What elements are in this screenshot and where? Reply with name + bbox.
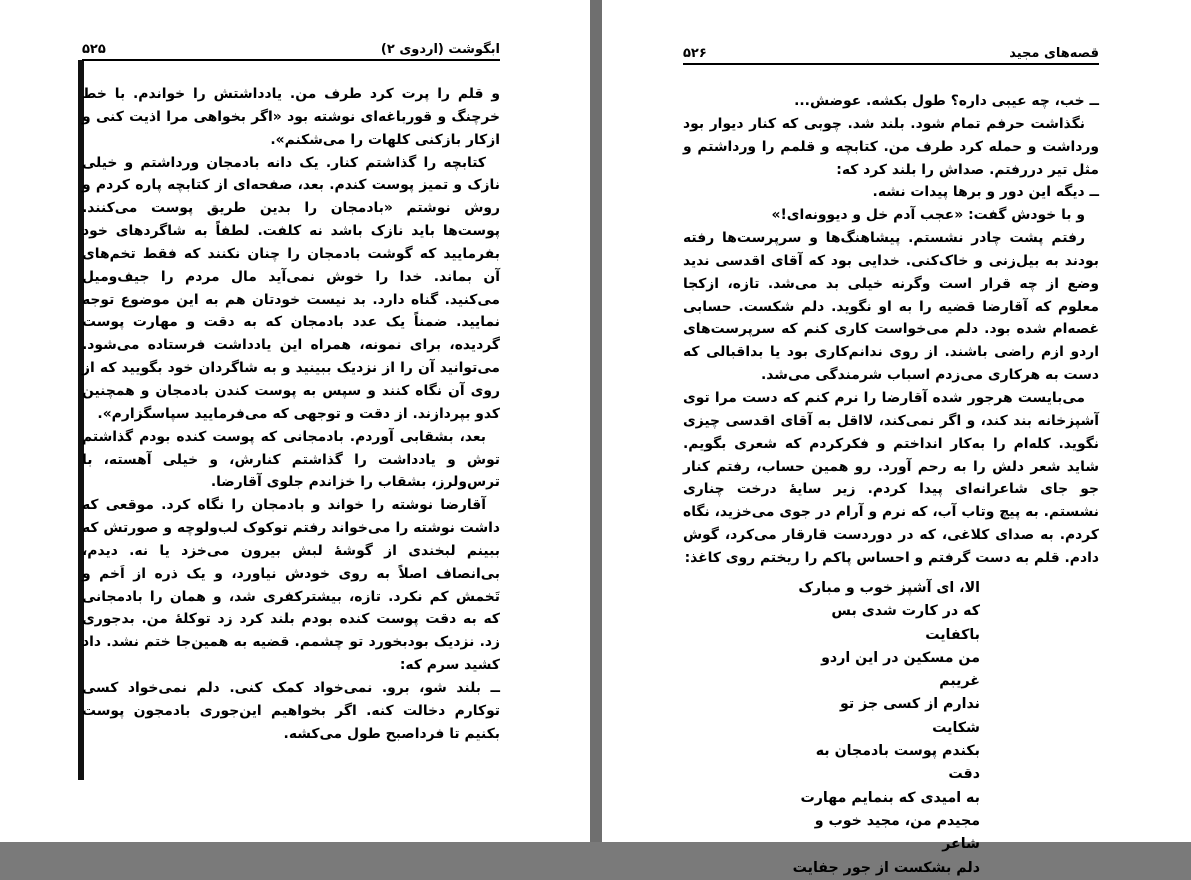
paragraph: بعد، بشقابی آوردم. بادمجانی که پوست کنده بودم گذاشتم توش و یادداشت را گذاشتم کنارش، و خیلی آهسته، با ترس‌ولرز، بشقاب را خزاندم جلوی آقارضا.	[82, 428, 500, 491]
paragraph: و با خودش گفت: «عجب آدم خل و دیوونه‌ای!»	[771, 207, 1085, 224]
paragraph: ــ خب، چه عیبی داره؟ طول بکشه. عوضش...	[794, 93, 1099, 109]
paragraph: و قلم را پرت کرد طرف من. یادداشتش را خواندم. با خط خرچنگ و قورباغه‌ای نوشته بود «اگر بخواهی مرا اذیت کنی و ازکار بازکنی کلهات را می‌شکنم».	[82, 86, 500, 148]
paragraph: کتابچه را گذاشتم کنار. یک دانه بادمجان ورداشتم و خیلی نازک و تمیز پوست کندم. بعد، صفحه‌ای از کتابچه پاره کردم و روش نوشتم «بادمجان را بدین طریق پوست می‌کنند. پوست‌ها باید نازک باشد نه کلفت. لطفاً به شاگردهای خود بفرمایید که گوشت بادمجان را چنان نکنند که فقط تخم‌های آن بماند. خدا را خوش نمی‌آید مال مردم را جیف‌ومیل می‌کنید. گناه دارد. بد نیست خودتان هم به این موضوع توجه نمایید. ضمناً یک عدد بادمجان که به دقت و مهارت پوست گردیده، برای نمونه، همراه این یادداشت فرستاده می‌شود. می‌توانید آن را از نزدیک ببینید و به شاگردان خود بگویید که از روی آن نگاه کنند و سپس به پوست کندن بادمجان و همچنین کدو بپردازند. از دقت و توجهی که می‌فرمایید سپاسگزارم».	[82, 154, 500, 422]
right-page-header	[683, 46, 1099, 65]
paragraph: ــ بلند شو، برو. نمی‌خواد کمک کنی. دلم نمی‌خواد کسی توکارم دخالت کنه. اگر بخواهیم این‌جوری بادمجون پوست بکنیم تا فرداصبح طول می‌کشه.	[82, 679, 500, 742]
right-page-number: ۵۲۶	[683, 46, 707, 61]
left-book-page	[0, 0, 590, 842]
left-page-number: ۵۲۵	[82, 42, 106, 57]
right-page-body	[683, 90, 1099, 570]
paragraph: آقارضا نوشته را خواند و بادمجان را نگاه کرد. موقعی که داشت نوشته را می‌خواند رفتم توکوک لب‌ولوچه و صورتش که ببینم لبخندی از گوشهٔ لبش بیرون می‌خزد یا نه. دیدم، بی‌انصاف اصلاً به روی خودش نیاورد، و یک ذره از اَخم و تَخمش کم نکرد. تازه، بیشترکفری شد، و همان را بادمجانی که به دقت پوست کنده بودم بلند کرد زد توکلهٔ من. بدجوری زد. نزدیک بودبخورد تو چشمم. قضیه به همین‌جا ختم نشد. داد کشید سرم که:	[82, 497, 500, 674]
poem-line: من مسکین در این اردو غریبم	[821, 649, 980, 690]
poem-line: مجیدم من، مجید خوب و شاعر	[814, 812, 980, 853]
poem-line: ندارم از کسی جز تو شکایت	[839, 696, 980, 736]
paragraph: ــ دیگه این دور و برها پیدات نشه.	[872, 184, 1099, 201]
poem	[790, 577, 980, 880]
poem-line: بکندم پوست بادمجان به دقت	[815, 743, 980, 783]
left-running-title: ابگوشت (اردوی ۲)	[380, 42, 500, 57]
poem-line: الا، ای آشپز خوب و مبارک	[798, 580, 980, 596]
poem-line: که در کارت شدی بس باکفایت	[831, 603, 980, 643]
paragraph: می‌بایست هرجور شده آقارضا را نرم کنم که دست مرا توی آشپزخانه بند کند، و اگر نمی‌کند، لااقل به آقای اقدسی چیزی نگوید. کله‌ام را به‌کار انداختم و فکرکردم که شعری بگویم. شاید شعر دلش را به رحم آورد. رو همین حساب، رفتم کنار جو جای شاعرانه‌ای پیدا کردم. زیر سایهٔ درخت چناری نشستم. به پیچ وتاب آب، که نرم و آرام در جوی می‌خزید، نگاه کردم. به صدای کلاغی، که در دوردست قارقار می‌کرد، گوش دادم. قلم به دست گرفتم و احساس پاکم را ریختم روی کاغذ:	[683, 389, 1099, 566]
poem-line: دلم بشکست از جور جفایت	[792, 859, 980, 876]
paragraph: نگذاشت حرفم تمام شود. بلند شد. چوبی که کنار دیوار بود ورداشت و حمله کرد طرف من. کتابچه و قلمم را ورداشتم و مثل تیر دررفتم. صداش را بلند کرد که:	[683, 115, 1099, 178]
paragraph: رفتم پشت چادر نشستم. پیشاهنگ‌ها و سرپرست‌ها رفته بودند به بیل‌زنی و خاک‌کنی. خدایی بود که آقای اقدسی ندید وضع از چه قرار است وگرنه خیلی بد می‌شد. تازه، ازکجا معلوم که آقارضا قضیه را به او نگوید. دلم شکست. حسابی غصه‌ام شده بود. دلم می‌خواست کاری کنم که سرپرست‌های اردو ازم راضی باشند. از روی ندانم‌کاری بود یا بداقبالی که دست به هرکاری می‌زدم اسباب شرمندگی می‌شد.	[683, 230, 1099, 384]
left-page-header	[82, 42, 500, 61]
right-running-title: قصه‌های مجید	[1009, 46, 1099, 61]
poem-line: به امیدی که بنمایم مهارت	[800, 789, 980, 806]
left-page-body	[82, 83, 500, 745]
page-gutter	[590, 0, 602, 842]
